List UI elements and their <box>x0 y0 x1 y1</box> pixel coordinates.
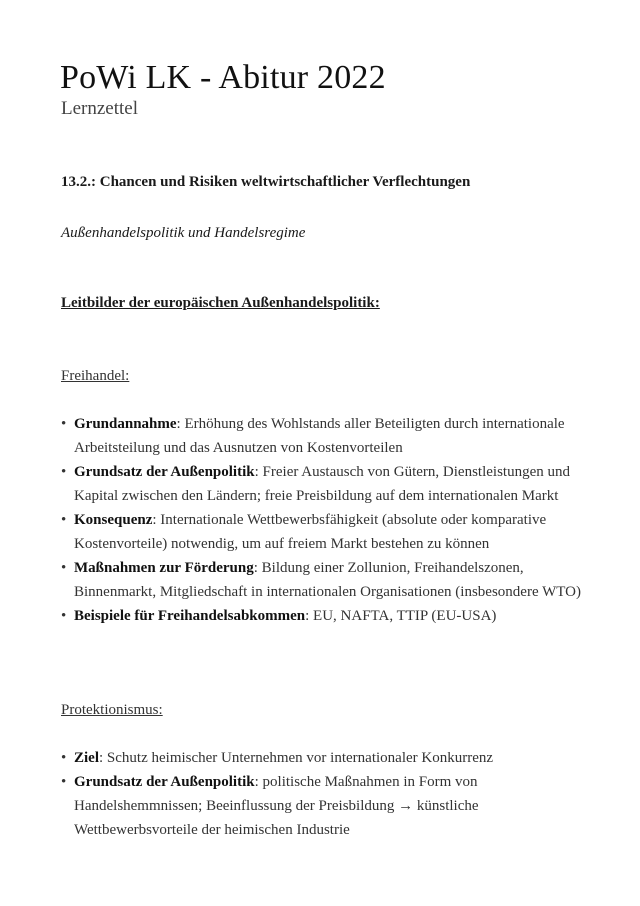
bullet-icon: • <box>61 608 67 624</box>
item-text: : Freier Austausch von Gütern, Dienstleistungen und Kapital zwischen den Ländern; freie Preisbildung auf dem internationalen Markt <box>74 464 570 504</box>
section-heading: 13.2.: Chancen und Risiken weltwirtschaftlicher Verflechtungen <box>61 174 471 190</box>
item-term: Grundsatz der Außenpolitik <box>74 774 255 790</box>
bullet-icon: • <box>61 750 67 766</box>
freihandel-heading: Freihandel: <box>61 368 130 384</box>
item-term: Ziel <box>74 750 99 766</box>
item-text: : EU, NAFTA, TTIP (EU-USA) <box>305 608 497 624</box>
list-item <box>61 460 581 508</box>
bullet-icon: • <box>61 416 67 432</box>
protektionismus-list <box>61 746 581 842</box>
list-item <box>61 746 581 770</box>
document-title: PoWi LK - Abitur 2022 <box>60 59 386 96</box>
bullet-icon: • <box>61 512 67 528</box>
list-item <box>61 412 581 460</box>
item-text: : politische Maßnahmen in Form von Handelshemmnissen; Beeinflussung der Preisbildung → künstliche Wettbewerbsvorteile der heimischen Industrie <box>74 774 479 838</box>
protektionismus-heading: Protektionismus: <box>61 702 163 718</box>
document-subtitle: Lernzettel <box>61 98 139 119</box>
item-text: : Erhöhung des Wohlstands aller Beteiligten durch internationale Arbeitsteilung und das Ausnutzen von Kostenvorteilen <box>74 416 565 456</box>
item-term: Grundsatz der Außenpolitik <box>74 464 255 480</box>
item-term: Beispiele für Freihandelsabkommen <box>74 608 306 624</box>
list-item <box>61 770 581 842</box>
item-text: : Internationale Wettbewerbsfähigkeit (absolute oder komparative Kostenvorteile) notwendig, um auf freiem Markt bestehen zu können <box>74 512 547 552</box>
item-text: : Bildung einer Zollunion, Freihandelszonen, Binnenmarkt, Mitgliedschaft in internationalen Organisationen (insbesondere WTO) <box>74 560 581 600</box>
leitbilder-heading: Leitbilder der europäischen Außenhandelspolitik: <box>61 295 380 311</box>
list-item <box>61 556 581 604</box>
list-item <box>61 604 581 628</box>
bullet-icon: • <box>61 464 67 480</box>
bullet-icon: • <box>61 774 67 790</box>
item-term: Grundannahme <box>74 416 177 432</box>
item-term: Maßnahmen zur Förderung <box>74 560 254 576</box>
item-term: Konsequenz <box>74 512 153 528</box>
freihandel-list <box>61 412 581 628</box>
item-text: : Schutz heimischer Unternehmen vor internationaler Konkurrenz <box>99 750 494 766</box>
bullet-icon: • <box>61 560 67 576</box>
list-item <box>61 508 581 556</box>
topic-heading: Außenhandelspolitik und Handelsregime <box>61 225 306 241</box>
